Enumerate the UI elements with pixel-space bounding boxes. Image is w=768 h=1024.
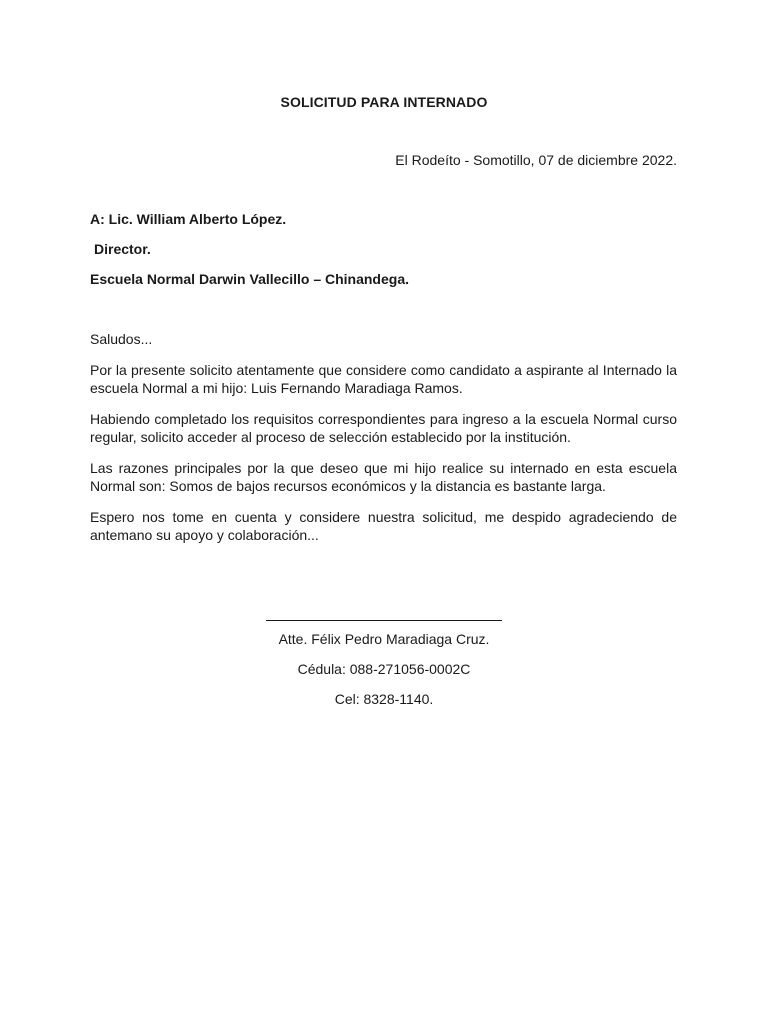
signature-block: [0, 606, 768, 721]
greeting: Saludos...: [90, 331, 153, 347]
signature-id: Cédula: 088-271056-0002C: [297, 661, 471, 677]
body-paragraph: Las razones principales por la que deseo que mi hijo realice su internado en esta escuela Normal son: Somos de bajos recursos económicos y la distancia es bastante larga.: [90, 459, 677, 494]
letter-body: [90, 330, 677, 557]
date-line: El Rodeíto - Somotillo, 07 de diciembre 2022.: [395, 152, 677, 168]
document-title: SOLICITUD PARA INTERNADO: [280, 94, 488, 110]
recipient-name: A: Lic. William Alberto López.: [90, 211, 287, 227]
body-paragraph: Habiendo completado los requisitos correspondientes para ingreso a la escuela Normal curso regular, solicito acceder al proceso de selección establecido por la institución.: [90, 410, 677, 445]
signature-phone: Cel: 8328-1140.: [334, 691, 434, 707]
body-paragraph: Por la presente solicito atentamente que considere como candidato a aspirante al Internado la escuela Normal a mi hijo: Luis Fernando Maradiaga Ramos.: [90, 361, 677, 396]
signature-name: Atte. Félix Pedro Maradiaga Cruz.: [278, 631, 490, 647]
recipient-position: Director.: [94, 241, 151, 257]
signature-line: [266, 606, 502, 621]
recipient-institution: Escuela Normal Darwin Vallecillo – Chinandega.: [90, 271, 409, 287]
body-paragraph: Espero nos tome en cuenta y considere nuestra solicitud, me despido agradeciendo de antemano su apoyo y colaboración...: [90, 508, 677, 543]
recipient-block: [90, 211, 690, 301]
